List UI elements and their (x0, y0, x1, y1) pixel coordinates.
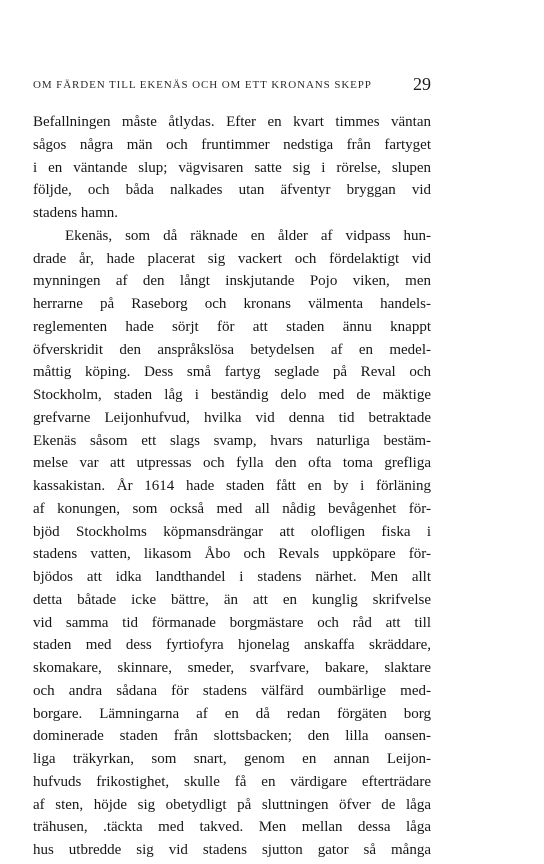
running-head (33, 74, 431, 94)
text-line: melse var att utpressas och fylla den ofta toma grefliga (33, 455, 431, 472)
text-line: vid samma tid förmanade borgmästare och råd att till (33, 614, 431, 631)
text-line: grefvarne Leijonhufvud, hvilka vid denna tid betraktade (33, 409, 431, 426)
text-line: borgare. Lämningarna af en då redan förgäten borg (33, 705, 431, 722)
text-line: följde, och båda nalkades utan äfventyr bryggan vid (33, 182, 431, 199)
text-line: trähusen, .täckta med takved. Men mellan dessa låga (33, 819, 431, 836)
text-line: mynningen af den långt inskjutande Pojo viken, men (33, 273, 431, 290)
text-line: i en väntande slup; vägvisaren satte sig i rörelse, slupen (33, 159, 431, 176)
text-line: och andra sådana för stadens välfärd oumbärlige med- (33, 682, 431, 699)
text-line: Stockholm, staden låg i beständig delo med de mäktige (33, 387, 431, 403)
text-line: kassakistan. År 1614 hade staden fått en by i förläning (33, 478, 431, 494)
text-line: skomakare, skinnare, smeder, svarfvare, bakare, slaktare (33, 660, 431, 676)
text-line: dominerade staden från slottsbacken; den lilla oansen- (33, 728, 431, 745)
text-line: Ekenäs såsom ett slags svamp, hvars naturliga bestäm- (33, 432, 431, 449)
body-text (33, 111, 431, 862)
text-line: liga träkyrkan, som snart, genom en annan Leijon- (33, 751, 431, 767)
page-number: 29 (413, 74, 431, 94)
paragraph-start-line: Ekenäs, som då räknade en ålder af vidpass hun- (65, 227, 431, 244)
text-line: öfverskridit den anspråkslösa betydelsen af en medel- (33, 341, 431, 358)
text-line: hus utbredde sig vid stadens sjutton gator så många (33, 842, 431, 858)
text-line: stadens vatten, likasom Åbo och Revals uppköpare för- (33, 546, 431, 563)
text-line: bjöd Stockholms köpmansdrängar att olofligen fiska i (33, 523, 431, 540)
text-line: Befallningen måste åtlydas. Efter en kvart timmes väntan (33, 114, 431, 130)
text-line: måttig köping. Dess små fartyg seglade på Reval och (33, 364, 431, 381)
text-line: af sten, höjde sig obetydligt på sluttningen öfver de låga (33, 796, 431, 813)
text-line: drade år, hade placerat sig vackert och fördelaktigt vid (33, 250, 431, 267)
text-line: herrarne på Raseborg och kronans välmenta handels- (33, 296, 431, 312)
text-line: staden med dess fyrtiofyra hjonelag anskaffa skräddare, (33, 637, 431, 654)
text-line: sågos några män och fruntimmer nedstiga från fartyget (33, 136, 431, 153)
text-line: reglementen hade sörjt för att staden ännu knappt (33, 318, 431, 335)
text-line: af konungen, som också med all nådig bevågenhet för- (33, 500, 431, 517)
text-line: detta båtade icke bättre, än att en kunglig skrifvelse (33, 591, 431, 608)
text-line: bjödos att idka landthandel i stadens närhet. Men allt (33, 569, 431, 585)
paragraph-end-line: stadens hamn. (33, 205, 118, 221)
text-line: hufvuds frikostighet, skulle få en värdigare efterträdare (33, 773, 431, 790)
running-title: OM FÄRDEN TILL EKENÄS OCH OM ETT KRONANS SKEPP (33, 79, 372, 91)
